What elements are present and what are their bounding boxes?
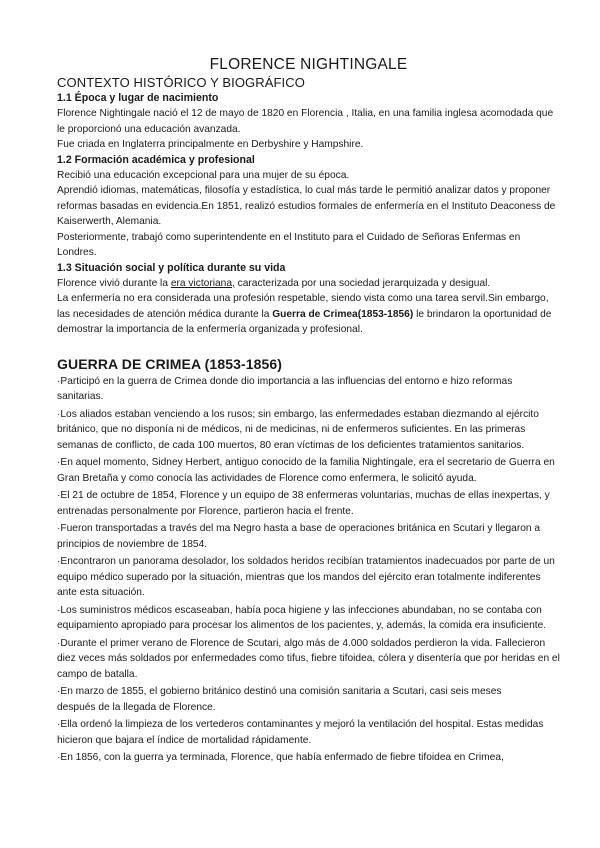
bold-text: Guerra de Crimea(1853-1856) — [272, 308, 414, 320]
section-heading-birth: 1.1 Época y lugar de nacimiento — [57, 92, 219, 104]
bullet-item: ·En aquel momento, Sidney Herbert, antiguo conocido de la familia Nightingale, era el secretario de Guerra en Gran Bretaña y como conocía las actividades de Florence como enfermera, le solicitó ayuda. — [57, 457, 555, 484]
bullet-item: ·Fueron transportadas a través del ma Negro hasta a base de operaciones británica en Scutari y llegaron a principios de noviembre de 1854. — [57, 523, 541, 550]
text-run: caracterizada por una sociedad jerarquizada y desigual. — [234, 277, 491, 289]
text-run: La enfermería no era considerada una profesión respetable, siendo vista como una tarea servil.Sin embargo, las necesidades de atención médica durante la — [57, 293, 549, 320]
bullet-item: ·Los suministros médicos escaseaban, había poca higiene y las infecciones abundaban, no se contaba con equipamiento apropiado para procesar los alimentos de los pacientes, y, además, la comida era insuficiente. — [57, 604, 547, 631]
crimea-bullet-list — [57, 374, 560, 766]
bullet-item: ·Los aliados estaban venciendo a los rusos; sin embargo, las enfermedades estaban diezmando al ejército británico, que no disponía ni de médicos, ni de medicinas, ni de enfermeros suficientes. En las primeras semanas de conflicto, de cada 100 muertos, 80 eran víctimas de los deficientes tratamientos sanitarios. — [57, 408, 539, 451]
section-heading-crimea: GUERRA DE CRIMEA (1853-1856) — [57, 355, 283, 372]
bullet-item: ·En 1856, con la guerra ya terminada, Florence, que había enfermado de fiebre tifoidea en Crimea, — [57, 752, 504, 763]
bullet-item: ·Durante el primer verano de Florence de Scutari, algo más de 4.000 soldados perdieron la vida. Fallecieron diez veces más soldados por enfermedades como tifus, fiebre tifoidea, cólera y disentería que por heridas en el campo de batalla. — [57, 637, 560, 680]
page-title: FLORENCE NIGHTINGALE — [209, 56, 408, 73]
page-subtitle: CONTEXTO HISTÓRICO Y BIOGRÁFICO — [57, 75, 305, 90]
text-run: Florence vivió durante la — [57, 277, 171, 289]
bullet-item: ·En marzo de 1855, el gobierno británico destinó una comisión sanitaria a Scutari, casi seis meses — [57, 686, 502, 697]
bullet-item: ·El 21 de octubre de 1854, Florence y un equipo de 38 enfermeras voluntarias, muchas de ellas inexpertas, y entrenadas personalmente por Florence, partieron hacia el frente. — [57, 490, 550, 517]
paragraph: Aprendió idiomas, matemáticas, filosofía y estadística, lo cual más tarde le permitió analizar datos y proponer reformas basadas en evidencia.En 1851, realizó estudios formales de enfermería en el Instituto Deaconess de Kaiserwerth, Alemania. — [57, 185, 556, 227]
paragraph — [57, 291, 560, 338]
section-heading-education: 1.2 Formación académica y profesional — [57, 153, 255, 166]
bullet-item: ·Encontraron un panorama desolador, los soldados heridos recibían tratamientos inadecuados por parte de un equipo médico superado por la situación, mientras que los mandos del ejército eran totalmente indiferentes ante esta situación. — [57, 556, 555, 598]
paragraph: Florence Nightingale nació el 12 de mayo de 1820 en Florencia , Italia, en una familia inglesa acomodada que le proporcionó una educación avanzada. — [57, 108, 554, 135]
paragraph: Recibió una educación excepcional para una mujer de su época. — [57, 169, 350, 181]
bullet-item: después de la llegada de Florence. — [57, 701, 216, 713]
text-run: le brindaron la oportunidad de demostrar la importancia de la enfermería organizada y profesional. — [57, 308, 552, 335]
underlined-text: era victoriana, — [170, 277, 235, 289]
paragraph: Fue criada en Inglaterra principalmente en Derbyshire y Hampshire. — [57, 139, 364, 150]
bullet-item: ·Ella ordenó la limpieza de los vertederos contaminantes y mejoró la ventilación del hospital. Estas medidas hicieron que bajara el índice de mortalidad rápidamente. — [57, 719, 544, 746]
paragraph — [57, 276, 560, 292]
paragraph: Posteriormente, trabajó como superintendente en el Instituto para el Cuidado de Señoras Enfermas en Londres. — [57, 231, 521, 258]
bullet-item: ·Participó en la guerra de Crimea donde dio importancia a las influencias del entorno e hizo reformas sanitarias. — [57, 375, 513, 402]
section-heading-social-context: 1.3 Situación social y política durante su vida — [57, 261, 286, 274]
